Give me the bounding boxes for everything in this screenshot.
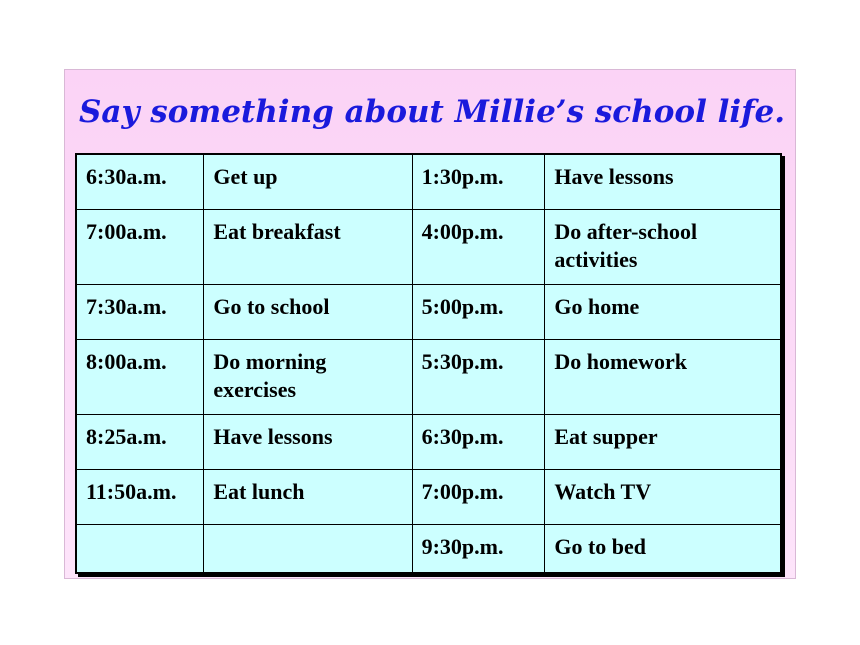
table-row [76, 339, 781, 414]
table-row [76, 209, 781, 284]
activity-am-cell: Have lessons [204, 414, 412, 469]
time-am-cell: 8:25a.m. [76, 414, 204, 469]
activity-pm-cell: Go home [545, 284, 781, 339]
schedule-table [75, 153, 782, 574]
time-am-cell: 7:30a.m. [76, 284, 204, 339]
activity-am-cell: Eat breakfast [204, 209, 412, 284]
activity-pm-cell: Do homework [545, 339, 781, 414]
table-row [76, 284, 781, 339]
time-pm-cell: 5:00p.m. [412, 284, 545, 339]
activity-pm-cell: Go to bed [545, 524, 781, 573]
activity-am-cell: Go to school [204, 284, 412, 339]
activity-pm-cell: Do after-school activities [545, 209, 781, 284]
activity-am-cell [204, 524, 412, 573]
table-row [76, 414, 781, 469]
activity-am-cell: Do morning exercises [204, 339, 412, 414]
time-pm-cell: 1:30p.m. [412, 154, 545, 209]
activity-am-cell: Get up [204, 154, 412, 209]
time-pm-cell: 9:30p.m. [412, 524, 545, 573]
table-row [76, 524, 781, 573]
time-am-cell: 8:00a.m. [76, 339, 204, 414]
time-am-cell: 6:30a.m. [76, 154, 204, 209]
activity-pm-cell: Eat supper [545, 414, 781, 469]
time-pm-cell: 4:00p.m. [412, 209, 545, 284]
activity-pm-cell: Have lessons [545, 154, 781, 209]
time-pm-cell: 5:30p.m. [412, 339, 545, 414]
table-row [76, 154, 781, 209]
slide-title: Say something about Millie’s school life. [79, 94, 786, 130]
table-row [76, 469, 781, 524]
time-am-cell [76, 524, 204, 573]
time-am-cell: 7:00a.m. [76, 209, 204, 284]
time-am-cell: 11:50a.m. [76, 469, 204, 524]
time-pm-cell: 6:30p.m. [412, 414, 545, 469]
activity-am-cell: Eat lunch [204, 469, 412, 524]
activity-pm-cell: Watch TV [545, 469, 781, 524]
time-pm-cell: 7:00p.m. [412, 469, 545, 524]
